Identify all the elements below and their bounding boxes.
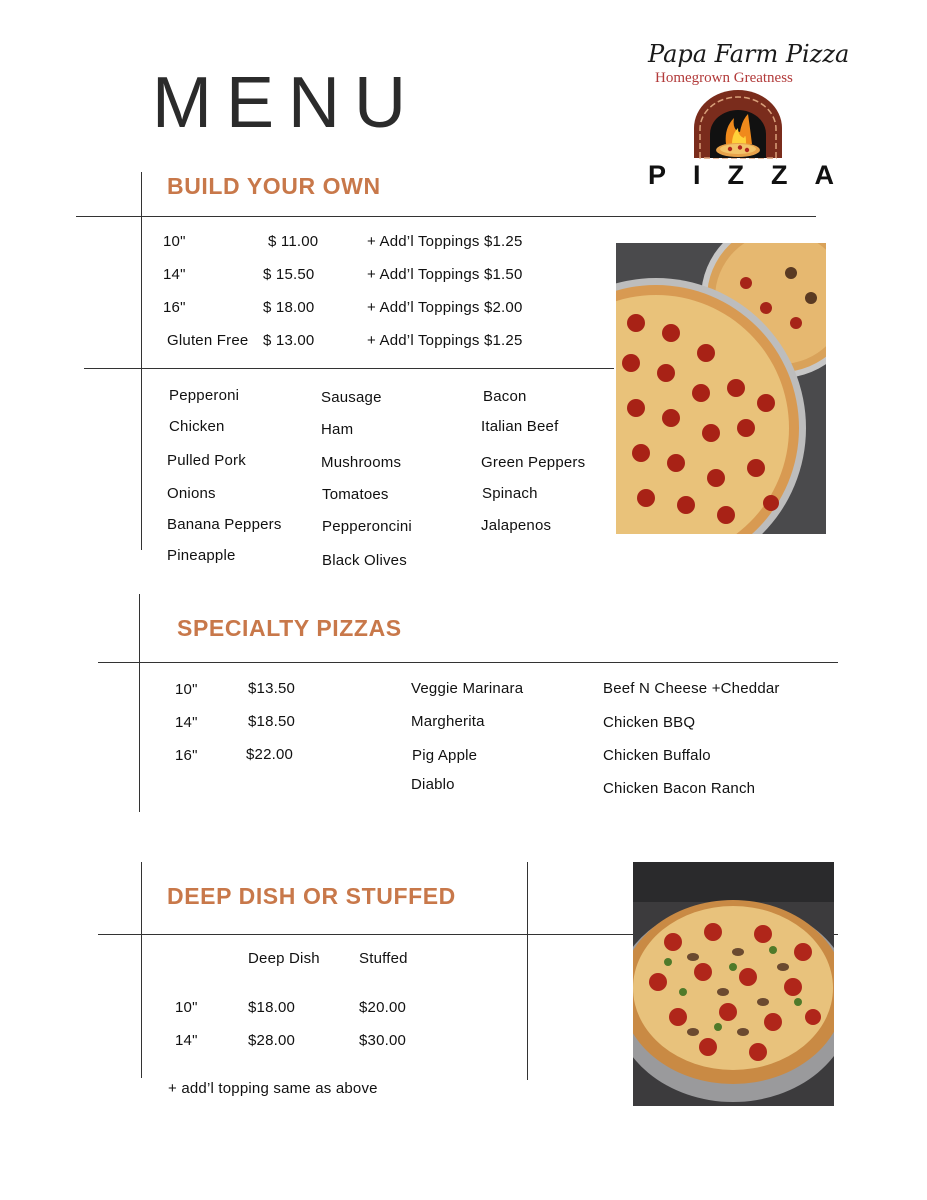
topping-item: Tomatoes bbox=[322, 486, 389, 503]
specialty-pizza-name: Diablo bbox=[411, 776, 455, 793]
topping-price: + Add’l Toppings $1.50 bbox=[367, 266, 523, 283]
topping-item: Pulled Pork bbox=[167, 452, 246, 469]
deep-dish-note: + add’l topping same as above bbox=[168, 1080, 378, 1097]
size-label: 14" bbox=[175, 714, 198, 731]
topping-item: Chicken bbox=[169, 418, 225, 435]
specialty-pizza-name: Chicken BBQ bbox=[603, 714, 696, 731]
section-heading-specialty: SPECIALTY PIZZAS bbox=[177, 615, 402, 641]
logo-name: Papa Farm Pizza bbox=[648, 40, 850, 68]
column-header-stuffed: Stuffed bbox=[359, 950, 408, 967]
pizza-oven-icon bbox=[690, 88, 786, 160]
topping-item: Banana Peppers bbox=[167, 516, 282, 533]
price-value: $18.00 bbox=[248, 999, 296, 1016]
price-value: $ 15.50 bbox=[263, 266, 315, 283]
pepperoni-pizza-photo bbox=[616, 243, 826, 534]
section-divider-vertical bbox=[141, 862, 142, 1078]
section-divider-vertical bbox=[139, 594, 140, 812]
topping-item: Black Olives bbox=[322, 552, 407, 569]
topping-item: Italian Beef bbox=[481, 418, 559, 435]
deep-dish-pizza-photo bbox=[633, 862, 834, 1106]
size-label: 10" bbox=[175, 999, 198, 1016]
price-value: $13.50 bbox=[248, 680, 296, 697]
section-divider-vertical bbox=[527, 862, 528, 1080]
size-label: 16" bbox=[163, 299, 186, 316]
section-divider bbox=[76, 216, 816, 217]
specialty-pizza-name: Beef N Cheese +Cheddar bbox=[603, 680, 780, 697]
specialty-pizza-name: Margherita bbox=[411, 713, 485, 730]
topping-price: + Add’l Toppings $2.00 bbox=[367, 299, 523, 316]
size-label: 16" bbox=[175, 747, 198, 764]
logo-tagline: Homegrown Greatness bbox=[655, 70, 793, 86]
size-label: Gluten Free bbox=[167, 332, 249, 349]
section-heading-deep-dish: DEEP DISH OR STUFFED bbox=[167, 883, 456, 909]
topping-item: Sausage bbox=[321, 389, 382, 406]
specialty-pizza-name: Veggie Marinara bbox=[411, 680, 524, 697]
topping-item: Pineapple bbox=[167, 547, 236, 564]
price-value: $22.00 bbox=[246, 746, 294, 763]
specialty-pizza-name: Chicken Bacon Ranch bbox=[603, 780, 756, 797]
size-label: 10" bbox=[175, 681, 198, 698]
section-heading-build-your-own: BUILD YOUR OWN bbox=[167, 173, 381, 199]
price-value: $20.00 bbox=[359, 999, 407, 1016]
topping-item: Jalapenos bbox=[481, 517, 552, 534]
price-value: $ 13.00 bbox=[263, 332, 315, 349]
price-value: $ 18.00 bbox=[263, 299, 315, 316]
topping-item: Mushrooms bbox=[321, 454, 402, 471]
size-label: 14" bbox=[175, 1032, 198, 1049]
topping-price: + Add’l Toppings $1.25 bbox=[367, 233, 523, 250]
price-value: $ 11.00 bbox=[268, 233, 319, 250]
topping-item: Ham bbox=[321, 421, 354, 438]
size-label: 10" bbox=[163, 233, 186, 250]
topping-item: Green Peppers bbox=[481, 454, 586, 471]
price-value: $18.50 bbox=[248, 713, 296, 730]
section-divider bbox=[84, 368, 614, 369]
topping-item: Pepperoni bbox=[169, 387, 240, 404]
specialty-pizza-name: Pig Apple bbox=[412, 747, 478, 764]
logo-word: PIZZA bbox=[648, 160, 861, 190]
topping-price: + Add’l Toppings $1.25 bbox=[367, 332, 523, 349]
topping-item: Spinach bbox=[482, 485, 538, 502]
size-label: 14" bbox=[163, 266, 186, 283]
column-header-deep-dish: Deep Dish bbox=[248, 950, 320, 967]
section-divider-vertical bbox=[141, 172, 142, 550]
page-title: MENU bbox=[152, 63, 420, 143]
price-value: $30.00 bbox=[359, 1032, 407, 1049]
section-divider bbox=[98, 662, 838, 663]
topping-item: Onions bbox=[167, 485, 216, 502]
price-value: $28.00 bbox=[248, 1032, 296, 1049]
specialty-pizza-name: Chicken Buffalo bbox=[603, 747, 711, 764]
topping-item: Pepperoncini bbox=[322, 518, 412, 535]
topping-item: Bacon bbox=[483, 388, 527, 405]
